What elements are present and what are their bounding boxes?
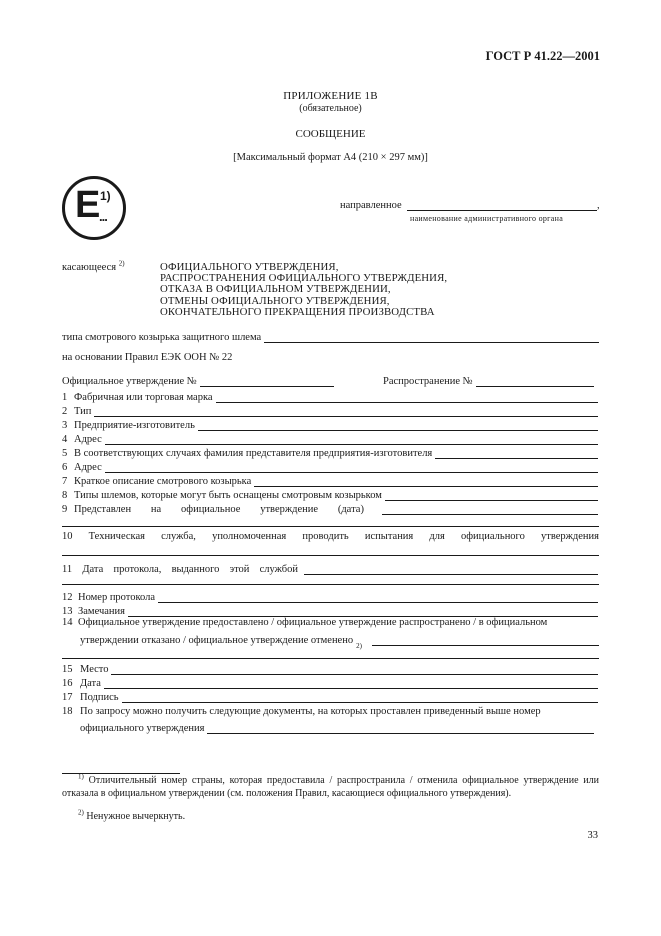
sent-to-label: направленное <box>340 200 402 211</box>
item-word: этой <box>229 564 250 575</box>
item-5-row <box>62 445 598 459</box>
item-word: выданного <box>171 564 220 575</box>
representative-address-field[interactable] <box>105 462 598 473</box>
manufacturer-address-field[interactable] <box>105 434 598 445</box>
footnote-text: Ненужное вычеркнуть. <box>86 811 186 822</box>
item-number: 5 <box>62 448 68 459</box>
item-13-row <box>62 603 598 617</box>
item-18-line-2 <box>80 720 594 734</box>
item-15-row <box>62 661 598 675</box>
item-word: утверждения <box>541 531 599 542</box>
item-label: Место <box>80 664 109 675</box>
sent-to-field[interactable] <box>407 210 597 211</box>
item-number: 10 <box>62 531 73 542</box>
item-word: Техническая <box>88 531 145 542</box>
concerning-item: ОТКАЗА В ОФИЦИАЛЬНОМ УТВЕРЖДЕНИИ, <box>160 283 391 296</box>
documents-field[interactable] <box>207 723 594 734</box>
item-word: служба, <box>161 531 196 542</box>
type-field[interactable] <box>94 406 598 417</box>
item-number: 9 <box>62 504 68 515</box>
e-mark-icon <box>62 176 126 240</box>
item-word: уполномоченная <box>212 531 287 542</box>
extension-number-row <box>383 373 594 387</box>
extension-number-label: Распространение № <box>383 376 473 387</box>
technical-service-field[interactable] <box>62 555 599 556</box>
sent-to-comma: , <box>597 200 600 211</box>
documents-label: официального утверждения <box>80 723 205 734</box>
item-word: Представлен <box>74 504 132 515</box>
trade-mark-field[interactable] <box>216 392 598 403</box>
item-14-line-1 <box>62 617 547 628</box>
sent-to-caption: наименование административного органа <box>410 214 564 223</box>
item-word: для <box>429 531 445 542</box>
item-word: службой <box>259 564 298 575</box>
remarks-field[interactable] <box>128 606 598 617</box>
item-label: Предприятие-изготовитель <box>74 420 195 431</box>
item-word: протокола, <box>113 564 162 575</box>
submission-date-field[interactable] <box>382 504 598 515</box>
approval-number-label: Официальное утверждение № <box>62 376 197 387</box>
item-label: В соответствующих случаях фамилия представителя предприятия-изготовителя <box>74 448 433 459</box>
page-number: 33 <box>587 830 598 841</box>
item-word: испытания <box>364 531 414 542</box>
report-number-field[interactable] <box>158 592 598 603</box>
concerning-item: ОКОНЧАТЕЛЬНОГО ПРЕКРАЩЕНИЯ ПРОИЗВОДСТВА <box>160 305 435 318</box>
item-word: на <box>150 504 162 515</box>
item-word: (дата) <box>337 504 364 515</box>
item-label: Краткое описание смотрового козырька <box>74 476 252 487</box>
approval-number-row <box>62 373 334 387</box>
item-label: Тип <box>74 406 92 417</box>
visor-type-label: типа смотрового козырька защитного шлема <box>62 332 262 343</box>
approval-number-field[interactable] <box>200 376 334 387</box>
message-title: СООБЩЕНИЕ <box>295 128 366 140</box>
item-12-row <box>62 589 598 603</box>
decision-continuation[interactable] <box>62 658 599 659</box>
visor-description-field[interactable] <box>254 476 598 487</box>
footnote-2 <box>62 808 599 824</box>
item-label: Фабричная или торговая марка <box>74 392 213 403</box>
item-label <box>62 564 298 575</box>
signature-field[interactable] <box>122 692 598 703</box>
item-11-row <box>62 561 598 575</box>
item-9-row <box>62 501 598 515</box>
item-label: По запросу можно получить следующие документы, на которых проставлен приведенный выше номер <box>80 706 541 717</box>
item-word: официального <box>461 531 525 542</box>
manufacturer-field[interactable] <box>198 420 598 431</box>
helmet-types-field[interactable] <box>385 490 598 501</box>
e-mark-dots: ... <box>99 209 107 224</box>
item-number: 12 <box>62 592 73 603</box>
format-note: [Максимальный формат А4 (210 × 297 мм)] <box>233 152 428 163</box>
submission-date-continuation[interactable] <box>62 526 599 527</box>
item-3-row <box>62 417 598 431</box>
item-word: официальное <box>181 504 241 515</box>
item-1-row <box>62 389 598 403</box>
representative-field[interactable] <box>435 448 598 459</box>
item-label <box>74 504 364 515</box>
item-14-line-2: утверждении отказано / официальное утверждение отменено 2) <box>80 632 599 646</box>
concerning-label <box>62 259 125 273</box>
decision-field[interactable] <box>372 635 599 646</box>
report-date-continuation[interactable] <box>62 584 599 585</box>
item-label: Дата <box>80 678 101 689</box>
item-label: Адрес <box>74 434 102 445</box>
concerning-list <box>160 262 447 318</box>
visor-type-row <box>62 329 599 343</box>
item-label: Официальное утверждение предоставлено / официальное утверждение распространено / в официальном <box>78 617 548 628</box>
concerning-label-text: касающееся <box>62 262 117 273</box>
document-code: ГОСТ Р 41.22—2001 <box>485 49 600 63</box>
basis-label: на основании Правил ЕЭК ООН № 22 <box>62 352 233 363</box>
item-word: утверждение <box>260 504 319 515</box>
item-number: 3 <box>62 420 68 431</box>
place-field[interactable] <box>111 664 598 675</box>
date-field[interactable] <box>104 678 598 689</box>
item-number: 15 <box>62 664 73 675</box>
footnote-1 <box>62 772 600 800</box>
concerning-item: ОТМЕНЫ ОФИЦИАЛЬНОГО УТВЕРЖДЕНИЯ, <box>160 294 390 307</box>
item-number: 6 <box>62 462 68 473</box>
item-label: Типы шлемов, которые могут быть оснащены смотровым козырьком <box>74 490 382 501</box>
item-number: 16 <box>62 678 73 689</box>
item-18-line-1 <box>62 706 541 717</box>
item-word: проводить <box>302 531 349 542</box>
item-number: 8 <box>62 490 68 501</box>
item-word: Дата <box>82 564 104 575</box>
item-label: Замечания <box>78 606 125 617</box>
item-number: 17 <box>62 692 73 703</box>
footnote-text: Отличительный номер страны, которая предоставила / распространила / отменила официальное утверждение или отказала в официальном утверждении (см. положения Правил, касающиеся официального утверждения). <box>62 775 600 799</box>
footnote-marker: 1) <box>78 772 84 781</box>
item-label: Номер протокола <box>78 592 156 603</box>
item-number: 11 <box>62 564 73 575</box>
footnote-marker: 2) <box>78 808 84 817</box>
item-number: 1 <box>62 392 68 403</box>
item-10-row <box>62 531 599 542</box>
item-16-row <box>62 675 598 689</box>
appendix-title: ПРИЛОЖЕНИЕ 1В <box>283 90 378 102</box>
item-number: 7 <box>62 476 68 487</box>
visor-type-field[interactable] <box>264 332 599 343</box>
report-date-field[interactable] <box>304 564 598 575</box>
item-number: 18 <box>62 706 73 717</box>
concerning-item: ОФИЦИАЛЬНОГО УТВЕРЖДЕНИЯ, <box>160 261 339 273</box>
item-8-row <box>62 487 598 501</box>
item-2-row <box>62 403 598 417</box>
item-6-row <box>62 459 598 473</box>
item-number: 4 <box>62 434 68 445</box>
appendix-subtitle: (обязательное) <box>299 103 362 114</box>
e-mark-letter: E <box>75 184 101 226</box>
decision-label: утверждении отказано / официальное утверждение отменено <box>80 635 354 646</box>
item-17-row <box>62 689 598 703</box>
item-4-row <box>62 431 598 445</box>
item-label: Адрес <box>74 462 102 473</box>
item-number: 2 <box>62 406 68 417</box>
item-label: Подпись <box>80 692 119 703</box>
item-number: 13 <box>62 606 73 617</box>
extension-number-field[interactable] <box>476 376 594 387</box>
concerning-item: РАСПРОСТРАНЕНИЯ ОФИЦИАЛЬНОГО УТВЕРЖДЕНИЯ, <box>160 272 448 285</box>
concerning-footnote-ref: 2) <box>118 259 125 268</box>
item-number: 14 <box>62 617 73 628</box>
basis-row <box>62 349 232 363</box>
item-7-row <box>62 473 598 487</box>
e-mark-superscript: 1) <box>100 189 111 203</box>
